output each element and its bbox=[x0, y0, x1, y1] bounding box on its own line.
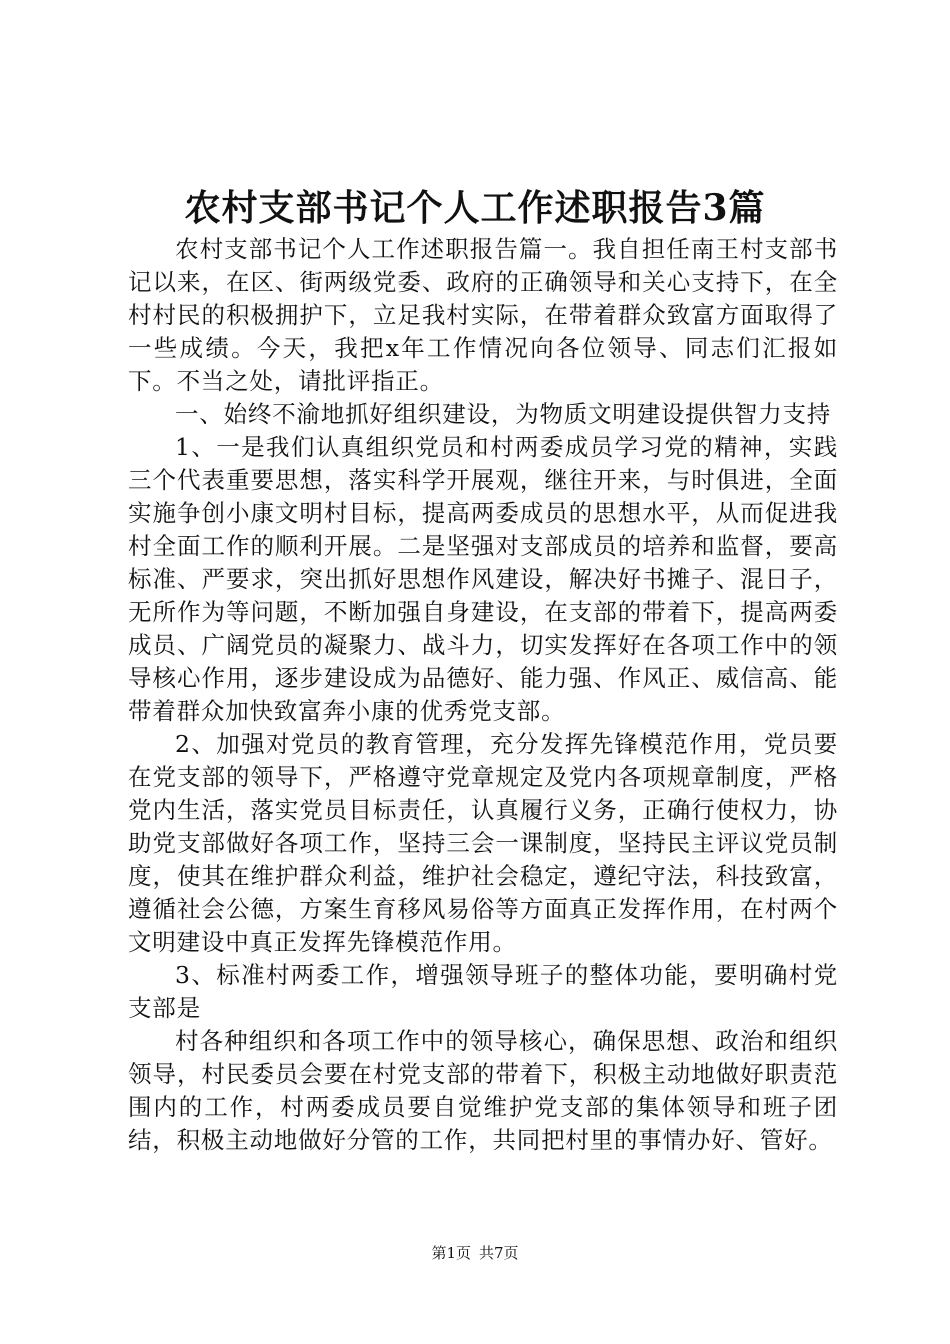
paragraph-item-2: 2、加强对党员的教育管理，充分发挥先锋模范作用，党员要在党支部的领导下，严格遵守党章规定及党内各项规章制度，严格党内生活，落实党员目标责任，认真履行义务，正确行使权力，协助党支部做好各项工作，坚持三会一课制度，坚持民主评议党员制度，使其在维护群众利益，维护社会稳定，遵纪守法，科技致富，遵循社会公德，方案生育移风易俗等方面真正发挥作用，在村两个文明建设中真正发挥先锋模范作用。 bbox=[128, 730, 838, 956]
paragraph-item-1: 1、一是我们认真组织党员和村两委成员学习党的精神，实践三个代表重要思想，落实科学开展观，继往开来，与时俱进，全面实施争创小康文明村目标，提高两委成员的思想水平，从而促进我村全面工作的顺利开展。二是坚强对支部成员的培养和监督，要高标准、严要求，突出抓好思想作风建设，解决好书摊子、混日子，无所作为等问题，不断加强自身建设，在支部的带着下，提高两委成员、广阔党员的凝聚力、战斗力，切实发挥好在各项工作中的领导核心作用，逐步建设成为品德好、能力强、作风正、威信高、能带着群众加快致富奔小康的优秀党支部。 bbox=[128, 433, 838, 725]
document-body bbox=[128, 233, 838, 1157]
page-number: 第1页 bbox=[431, 1244, 471, 1262]
total-pages: 共7页 bbox=[479, 1244, 519, 1262]
document-title: 农村支部书记个人工作述职报告3篇 bbox=[184, 187, 766, 229]
paragraph-item-3-continued: 村各种组织和各项工作中的领导核心，确保思想、政治和组织领导，村民委员会要在村党支部的带着下，积极主动地做好职责范围内的工作，村两委成员要自觉维护党支部的集体领导和班子团结，积极主动地做好分管的工作，共同把村里的事情办好、管好。 bbox=[128, 1027, 838, 1154]
page-footer bbox=[0, 1243, 950, 1263]
paragraph-intro: 农村支部书记个人工作述职报告篇一。我自担任南王村支部书记以来，在区、街两级党委、政府的正确领导和关心支持下，在全村村民的积极拥护下，立足我村实际，在带着群众致富方面取得了一些成绩。今天，我把x年工作情况向各位领导、同志们汇报如下。不当之处，请批评指正。 bbox=[128, 235, 838, 395]
paragraph-item-3: 3、标准村两委工作，增强领导班子的整体功能，要明确村党支部是 bbox=[128, 961, 838, 1022]
paragraph-section-heading-1: 一、始终不渝地抓好组织建设，为物质文明建设提供智力支持 bbox=[175, 400, 832, 428]
